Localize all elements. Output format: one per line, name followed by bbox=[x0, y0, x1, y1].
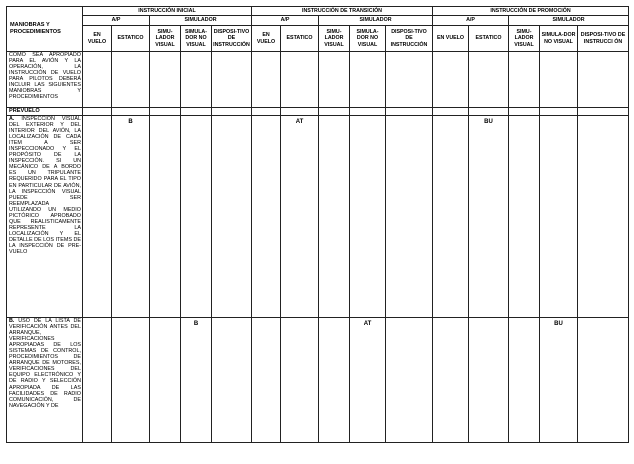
item-b-text: USO DE LA LISTA DE VERIFICACIÓN ANTES DEL ARRANQUE, VERIFICACIONES APROPIADAS DE LOS SISTEMAS DE CONTROL, PROCEDIMIENTOS DE ARRANQUE DE MOTORES, VERIFICACIONES DEL EQUIPO ELECTRÓNICO Y DE RADIO Y SELECCIÓN APROPIADA DE LAS FACILIDADES DE RADIO COMUNICACIÓN, DE NAVEGACIÓN Y DE bbox=[9, 318, 81, 409]
item-a-text: INSPECCIÓN VISUAL DEL EXTERIOR Y DEL INTERIOR DEL AVIÓN, LA LOCALIZACIÓN DE CADA ITEM A SER INSPECCIONADO Y EL PROPÓSITO DE LA INSPECCIÓN. SI UN MECÁNICO DE A BORDO ES UN TRIPULANTE REQUERIDO PARA EL TIPO EN PARTICULAR DE AVIÓN, LA INSPECCIÓN VISUAL PUEDE SER REEMPLAZADA UTILIZANDO UN MEDIO PICTÓRICO APROBADO QUE REALISTICAMENTE REPRESENTE LA LOCALIZACIÓN Y EL DETALLE DE LOS ITEMS DE LA INSPECCIÓN DE PRE-VUELO bbox=[9, 116, 81, 256]
item-b-description bbox=[7, 318, 83, 443]
intro-text: COMO SEA APROPIADO PARA EL AVIÓN Y LA OPERACIÓN, LA INSTRUCCIÓN DE VUELO PARA PILOTOS DEBERÁ INCLUIR LAS SIGUIENTES MANIOBRAS Y PROCEDIMIENTOS bbox=[7, 52, 83, 108]
col-header-nonvisual-sim: SIMULA-DOR NO VISUAL bbox=[181, 26, 212, 52]
training-matrix-page bbox=[6, 6, 629, 443]
group-header-transition: INSTRUCCIÓN DE TRANSICIÓN bbox=[252, 7, 433, 16]
col-header-static: ESTATICO bbox=[469, 26, 509, 52]
col-header-visual-sim: SIMU-LADOR VISUAL bbox=[150, 26, 181, 52]
sim-header-transition: SIMULADOR bbox=[319, 16, 433, 26]
item-a-ref: A. bbox=[9, 116, 15, 122]
group-header-initial: INSTRUCCIÓN INICIAL bbox=[83, 7, 252, 16]
sim-header-promotion: SIMULADOR bbox=[509, 16, 629, 26]
training-matrix-table bbox=[6, 6, 629, 443]
section-title: PREVUELO bbox=[7, 108, 83, 116]
col-header-in-flight: EN VUELO bbox=[252, 26, 281, 52]
ap-header-initial: A/P bbox=[83, 16, 150, 26]
table-row bbox=[7, 52, 629, 108]
group-header-promotion: INSTRUCCIÓN DE PROMOCIÓN bbox=[433, 7, 629, 16]
item-a-mark-transition-static: AT bbox=[281, 116, 319, 318]
ap-header-transition: A/P bbox=[252, 16, 319, 26]
table-row bbox=[7, 116, 629, 318]
item-a-mark-promotion-static: BU bbox=[469, 116, 509, 318]
item-b-ref: B. bbox=[9, 318, 15, 324]
table-row bbox=[7, 108, 629, 116]
col-header-in-flight: EN VUELO bbox=[83, 26, 112, 52]
col-header-training-device: DISPOSI-TIVO DE INSTRUCCIÓN bbox=[212, 26, 252, 52]
maneuvers-header: MANIOBRAS Y PROCEDIMIENTOS bbox=[7, 7, 83, 52]
item-b-mark-initial-nonvisual-sim: B bbox=[181, 318, 212, 443]
ap-header-promotion: A/P bbox=[433, 16, 509, 26]
col-header-nonvisual-sim: SIMULA-DOR NO VISUAL bbox=[540, 26, 578, 52]
item-a-mark-initial-static: B bbox=[112, 116, 150, 318]
col-header-training-device: DISPOSI-TIVO DE INSTRUCCIÓN bbox=[386, 26, 433, 52]
col-header-static: ESTATICO bbox=[281, 26, 319, 52]
col-header-visual-sim: SIMU-LADOR VISUAL bbox=[319, 26, 350, 52]
item-a-description bbox=[7, 116, 83, 318]
col-header-training-device: DISPOSI-TIVO DE INSTRUCCI ÓN bbox=[578, 26, 629, 52]
item-b-mark-promotion-nonvisual-sim: BU bbox=[540, 318, 578, 443]
sim-header-initial: SIMULADOR bbox=[150, 16, 252, 26]
table-row bbox=[7, 318, 629, 443]
col-header-visual-sim: SIMU-LADOR VISUAL bbox=[509, 26, 540, 52]
col-header-static: ESTATICO bbox=[112, 26, 150, 52]
col-header-in-flight: EN VUELO bbox=[433, 26, 469, 52]
col-header-nonvisual-sim: SIMULA-DOR NO VISUAL bbox=[350, 26, 386, 52]
item-b-mark-transition-nonvisual-sim: AT bbox=[350, 318, 386, 443]
